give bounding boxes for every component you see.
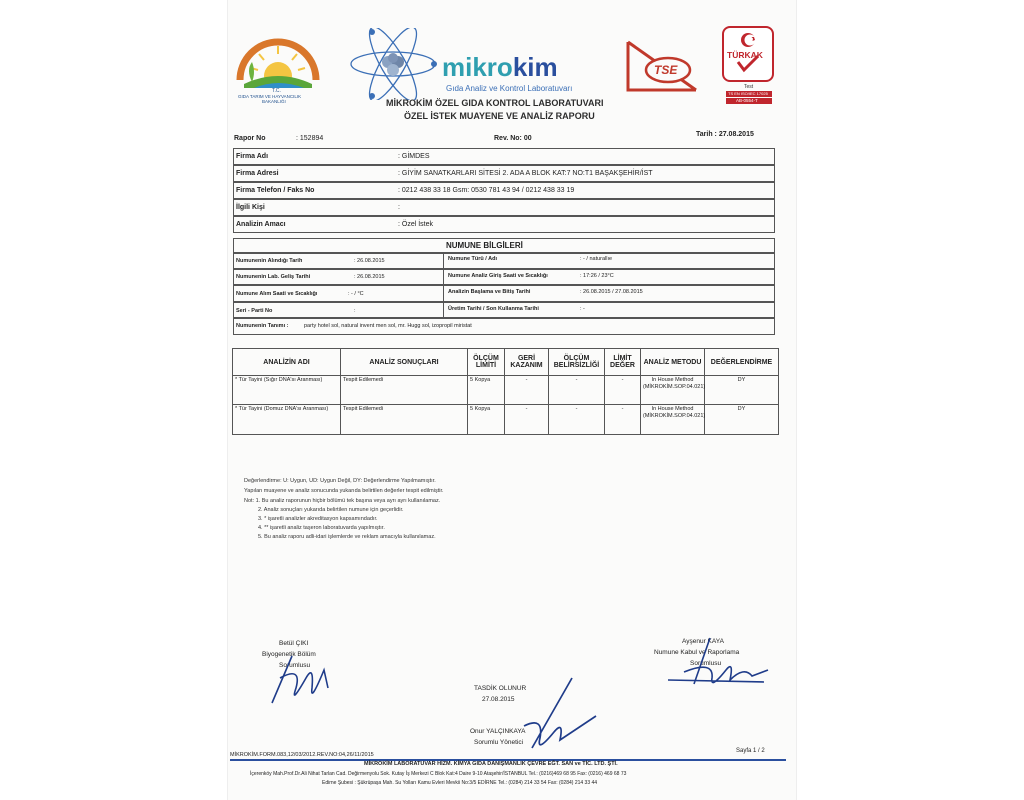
analysis-result-cell: Tespit Edilemedi: [341, 376, 468, 405]
right-signer-title-1: Numune Kabul ve Raporlama: [654, 649, 740, 656]
lab-name: MİKROKİM ÖZEL GIDA KONTROL LABORATUVARI: [386, 98, 604, 108]
method-cell: In House Method (MİKROKİM.SOP.04.021): [641, 376, 705, 405]
note-item: 4. ** işaretli analiz taşeron laboratuvarda yapılmıştır.: [258, 525, 385, 531]
sampling-time-label: Numune Alım Saati ve Sıcaklığı: [236, 291, 318, 297]
left-signer-title-1: Biyogenetik Bölüm: [262, 651, 316, 658]
sample-description-row: [233, 318, 775, 335]
lab-arrival-date-value: : 26.08.2015: [354, 274, 385, 280]
analysis-dates-label: Analizin Başlama ve Bitiş Tarihi: [448, 289, 531, 295]
note-item: 3. * işaretli analizler akreditasyon kapsamındadır.: [258, 516, 378, 522]
firm-row: [233, 165, 775, 182]
analysis-result-cell: Tespit Edilemedi: [341, 405, 468, 435]
ministry-emblem-icon: [234, 24, 322, 88]
firm-phone-label: Firma Telefon / Faks No: [236, 187, 315, 194]
evaluation-cell: DY: [705, 405, 779, 435]
footer-address-2: Edirne Şubesi : Şükrüpaşa Mah. Su Yolları Kamu Evleri Mevkii No:3/5 EDİRNE Tel.: (0284) 214 33 54 Fax: (0284) 214 33 44: [322, 780, 598, 786]
analysis-dates-value: : 26.08.2015 / 27.08.2015: [580, 289, 643, 295]
sample-row: [233, 253, 775, 269]
table-row: [233, 405, 779, 435]
turkak-logo: [720, 26, 778, 108]
analysis-entry-value: : 17:26 / 23°C: [580, 273, 614, 279]
sample-type-value: : - / naturallıe: [580, 256, 613, 262]
sample-type-label: Numune Türü / Adı: [448, 256, 497, 262]
note-item: 2. Analiz sonuçları yukarıda belirtilen numune için geçerlidir.: [258, 507, 404, 513]
contact-person-value: :: [398, 204, 400, 211]
col-limit-value: LİMİT DEĞER: [605, 349, 641, 376]
column-divider: [443, 270, 444, 284]
brand-tagline: Gıda Analiz ve Kontrol Laboratuvarı: [446, 84, 573, 93]
tse-text: TSE: [654, 63, 678, 77]
sample-received-date-value: : 26.08.2015: [354, 258, 385, 264]
analysis-entry-label: Numune Analiz Giriş Saati ve Sıcaklığı: [448, 273, 548, 279]
limit-value-cell: -: [605, 405, 641, 435]
ministry-text-1: T.C.: [272, 88, 281, 94]
firm-address-value: : GİYİM SANATKARLARI SİTESİ 2. ADA A BLOK KAT:7 NO:T1 BAŞAKŞEHİR/İST: [398, 170, 653, 177]
contact-person-label: İlgili Kişi: [236, 204, 265, 211]
sample-description-label: Numunenin Tanımı :: [236, 323, 289, 329]
mikrokim-atom-logo: [348, 28, 438, 100]
approval-label: TASDİK OLUNUR: [474, 685, 527, 692]
ministry-text-3: BAKANLIĞI: [262, 99, 286, 104]
turkak-band-1: [726, 91, 772, 97]
turkak-band-2: [726, 98, 772, 104]
report-no-value: : 152894: [296, 135, 324, 142]
right-signer-title-2: Sorumlusu: [690, 660, 722, 667]
firm-row: [233, 199, 775, 216]
production-expiry-value: : -: [580, 306, 585, 312]
director-name: Onur YALÇINKAYA: [470, 728, 526, 735]
left-signer-name: Betül ÇIKI: [279, 640, 309, 647]
sample-row: [233, 269, 775, 285]
right-signer-name: Ayşenur KAYA: [682, 638, 724, 645]
report-no-label: Rapor No: [234, 135, 266, 142]
sampling-time-value: : - / °C: [348, 291, 364, 297]
note-evaluation: Değerlendirme: U: Uygun, UD: Uygun Değil, DY: Değerlendirme Yapılmamıştır.: [244, 478, 436, 484]
sample-received-date-label: Numunenin Alındığı Tarih: [236, 258, 303, 264]
analysis-name-cell: * Tür Tayini (Sığır DNA'sı Aranması): [233, 376, 341, 405]
analysis-purpose-value: : Özel İstek: [398, 221, 434, 228]
left-signer-title-2: Sorumlusu: [279, 662, 311, 669]
col-measurement-limit: ÖLÇÜM LİMİTİ: [468, 349, 505, 376]
col-analysis-results: ANALİZ SONUÇLARI: [341, 349, 468, 376]
col-uncertainty: ÖLÇÜM BELİRSİZLİĞİ: [549, 349, 605, 376]
note-item: Not: 1. Bu analiz raporunun hiçbir bölümü tek başına veya ayrı ayrı kullanılamaz.: [244, 498, 441, 504]
batch-no-label: Seri - Parti No: [236, 308, 273, 314]
analysis-name-cell: * Tür Tayini (Domuz DNA'sı Aranması): [233, 405, 341, 435]
recovery-cell: -: [505, 405, 549, 435]
tse-logo: [624, 40, 700, 92]
brand-wordmark: [442, 52, 612, 88]
sample-description-value: party hotel sol, natural invent men sol, mr. Hugg sol, izopropil miristat: [304, 323, 472, 329]
report-date: Tarih : 27.08.2015: [696, 131, 754, 138]
brand-name-right: kim: [512, 52, 558, 82]
col-recovery: GERİ KAZANIM: [505, 349, 549, 376]
firm-name-label: Firma Adı: [236, 153, 269, 160]
col-evaluation: DEĞERLENDİRME: [705, 349, 779, 376]
firm-row: [233, 216, 775, 233]
revision-no: Rev. No: 00: [494, 135, 532, 142]
form-code: MİKROKİM.FORM.083,12/03/2012.REV.NO:04,26/11/2015: [230, 752, 374, 758]
turkak-sub-2: TS EN ISO/IEC 17025: [728, 91, 768, 96]
lab-arrival-date-label: Numunenin Lab. Geliş Tarihi: [236, 274, 311, 280]
measurement-limit-cell: 5 Kopya: [468, 405, 505, 435]
column-divider: [443, 254, 444, 268]
page-number: Sayfa 1 / 2: [736, 748, 765, 754]
note-statement: Yapılan muayene ve analiz sonucunda yukarıda belirtilen değerler tespit edilmiştir.: [244, 488, 444, 494]
turkak-sub-3: AB-0554-T: [736, 98, 758, 103]
director-title: Sorumlu Yönetici: [474, 739, 524, 746]
column-divider: [443, 303, 444, 317]
analysis-purpose-label: Analizin Amacı: [236, 221, 286, 228]
table-row: [233, 376, 779, 405]
footer-company: MİKROKİM LABORATUVAR HİZM. KİMYA GIDA DANIŞMANLIK ÇEVRE EĞT. SAN ve TİC. LTD. ŞTİ.: [364, 761, 618, 767]
ministry-text-2: GIDA TARIM VE HAYVANCILIK: [238, 94, 302, 99]
production-expiry-label: Üretim Tarihi / Son Kullanma Tarihi: [448, 306, 539, 312]
brand-name-left: mikro: [442, 52, 513, 82]
column-divider: [443, 286, 444, 301]
right-signature-icon: [664, 632, 774, 692]
turkak-text: TÜRKAK: [727, 50, 763, 60]
firm-name-value: : GİMDES: [398, 153, 430, 160]
turkak-badge: [722, 26, 774, 82]
turkak-sub-1: Test: [744, 84, 754, 90]
approval-date: 27.08.2015: [482, 696, 515, 703]
firm-address-label: Firma Adresi: [236, 170, 279, 177]
footer-address-1: İçerenköy Mah.Prof.Dr.Ali Nihat Tarlan Cad. Değirmenyolu Sok. Kutay İş Merkezi C Blok Kat:4 Daire 9-10 Ataşehir/İSTANBUL Tel.: (0216)469 68 95 Fax: (0216) 469 68 73: [250, 771, 627, 777]
sample-section-title: NUMUNE BİLGİLERİ: [446, 241, 523, 250]
col-analysis-name: ANALİZİN ADI: [233, 349, 341, 376]
firm-row: [233, 148, 775, 165]
uncertainty-cell: -: [549, 376, 605, 405]
report-title: ÖZEL İSTEK MUAYENE VE ANALİZ RAPORU: [404, 111, 595, 121]
sample-section-header: [233, 238, 775, 253]
left-signature-icon: [262, 648, 342, 708]
sample-row: [233, 302, 775, 318]
ministry-logo: [234, 24, 322, 104]
recovery-cell: -: [505, 376, 549, 405]
note-item: 5. Bu analiz raporu adli-idari işlemlerde ve reklam amacıyla kullanılamaz.: [258, 534, 436, 540]
evaluation-cell: DY: [705, 376, 779, 405]
results-header-row: [233, 349, 779, 376]
limit-value-cell: -: [605, 376, 641, 405]
method-cell: In House Method (MİKROKİM.SOP.04.021): [641, 405, 705, 435]
batch-no-value: :: [354, 308, 356, 314]
firm-phone-value: : 0212 438 33 18 Gsm: 0530 781 43 94 / 0212 438 33 19: [398, 187, 575, 194]
director-signature-icon: [510, 676, 600, 756]
measurement-limit-cell: 5 Kopya: [468, 376, 505, 405]
results-table: [232, 348, 779, 435]
uncertainty-cell: -: [549, 405, 605, 435]
atom-icon: [348, 28, 438, 100]
col-method: ANALİZ METODU: [641, 349, 705, 376]
sample-row: [233, 285, 775, 302]
firm-row: [233, 182, 775, 199]
